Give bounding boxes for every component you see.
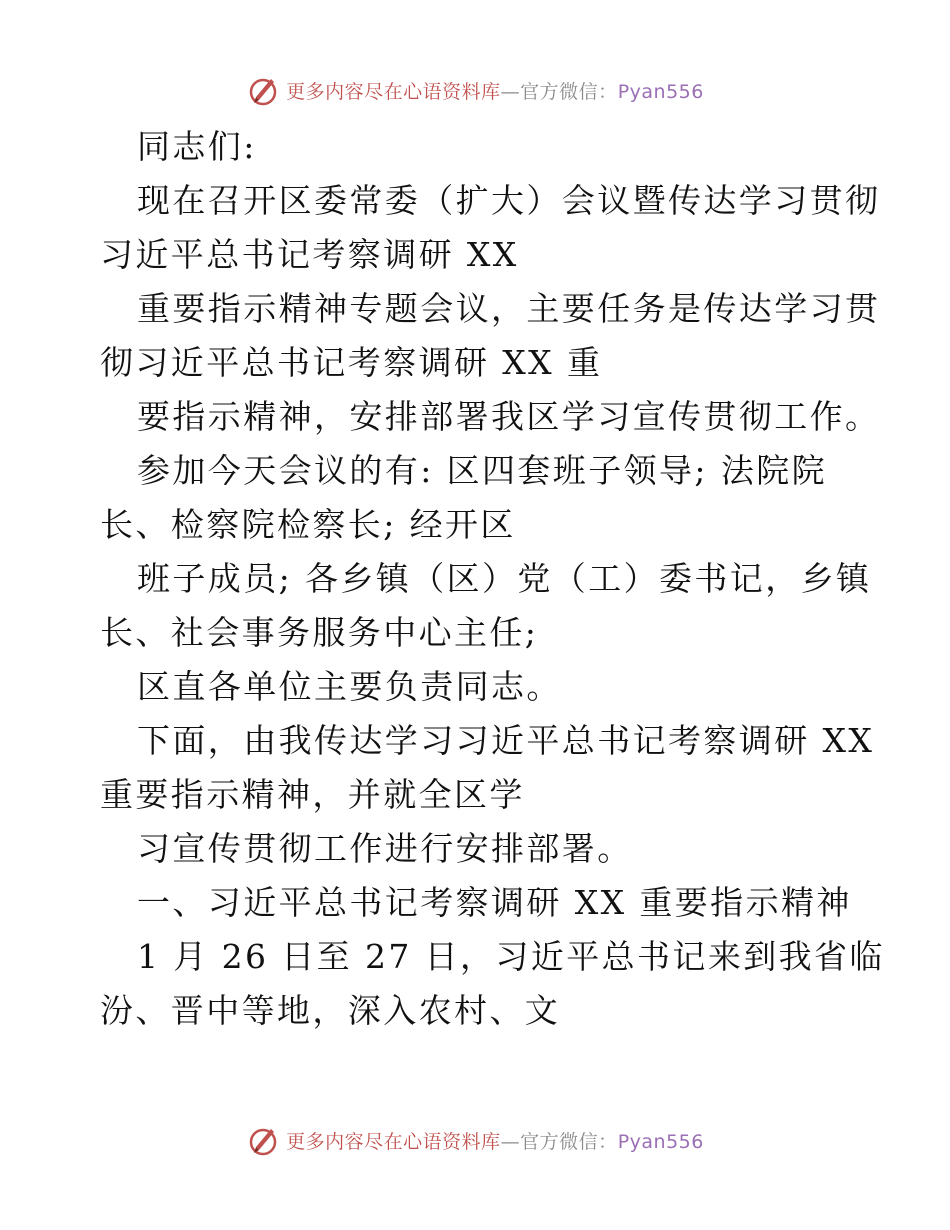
header-banner-separator: — (500, 80, 521, 103)
footer-banner-wechat-id: Pyan556 (617, 1130, 704, 1153)
paragraph-line: 现在召开区委常委（扩大）会议暨传达学习贯彻 (137, 181, 881, 220)
header-banner-wechat-id: Pyan556 (617, 80, 704, 103)
paragraph-line: 要指示精神，安排部署我区学习宣传贯彻工作。 (137, 397, 881, 436)
header-banner-slogan: 更多内容尽在心语资料库 (286, 80, 501, 103)
header-banner-text (286, 77, 704, 104)
paragraph-line: 参加今天会议的有: 区四套班子领导; 法院院 (137, 451, 828, 490)
paragraph-line: 班子成员; 各乡镇（区）党（工）委书记，乡镇 (137, 559, 872, 598)
paragraph-line: 重要指示精神专题会议，主要任务是传达学习贯 (137, 289, 881, 328)
paragraph-line: 区直各单位主要负责同志。 (137, 667, 562, 706)
paragraph-line: 长、检察院检察长; 经开区 (100, 505, 516, 544)
quill-pen-logo-icon (246, 1123, 280, 1157)
document-body (100, 120, 885, 1038)
paragraph-line: 同志们: (137, 127, 257, 166)
section-heading: 一、习近平总书记考察调研 XX 重要指示精神 (137, 883, 852, 922)
quill-pen-logo-icon (246, 73, 280, 107)
paragraph-line: 习近平总书记考察调研 XX (100, 235, 519, 274)
paragraph-line: 彻习近平总书记考察调研 XX 重 (100, 343, 603, 382)
footer-banner-official-label: 官方微信： (520, 1130, 618, 1153)
footer-banner-separator: — (500, 1130, 521, 1153)
paragraph-line: 汾、晋中等地，深入农村、文 (100, 991, 561, 1030)
paragraph-line: 习宣传贯彻工作进行安排部署。 (137, 829, 633, 868)
footer-banner-slogan: 更多内容尽在心语资料库 (286, 1130, 501, 1153)
paragraph-line: 重要指示精神，并就全区学 (100, 775, 525, 814)
paragraph-line: 1 月 26 日至 27 日，习近平总书记来到我省临 (137, 937, 885, 976)
paragraph-line: 长、社会事务服务中心主任; (100, 613, 539, 652)
header-banner-official-label: 官方微信： (520, 80, 618, 103)
footer-banner-text (286, 1127, 704, 1154)
header-banner (0, 70, 950, 110)
footer-banner (0, 1120, 950, 1160)
paragraph-line: 下面，由我传达学习习近平总书记考察调研 XX (137, 721, 875, 760)
